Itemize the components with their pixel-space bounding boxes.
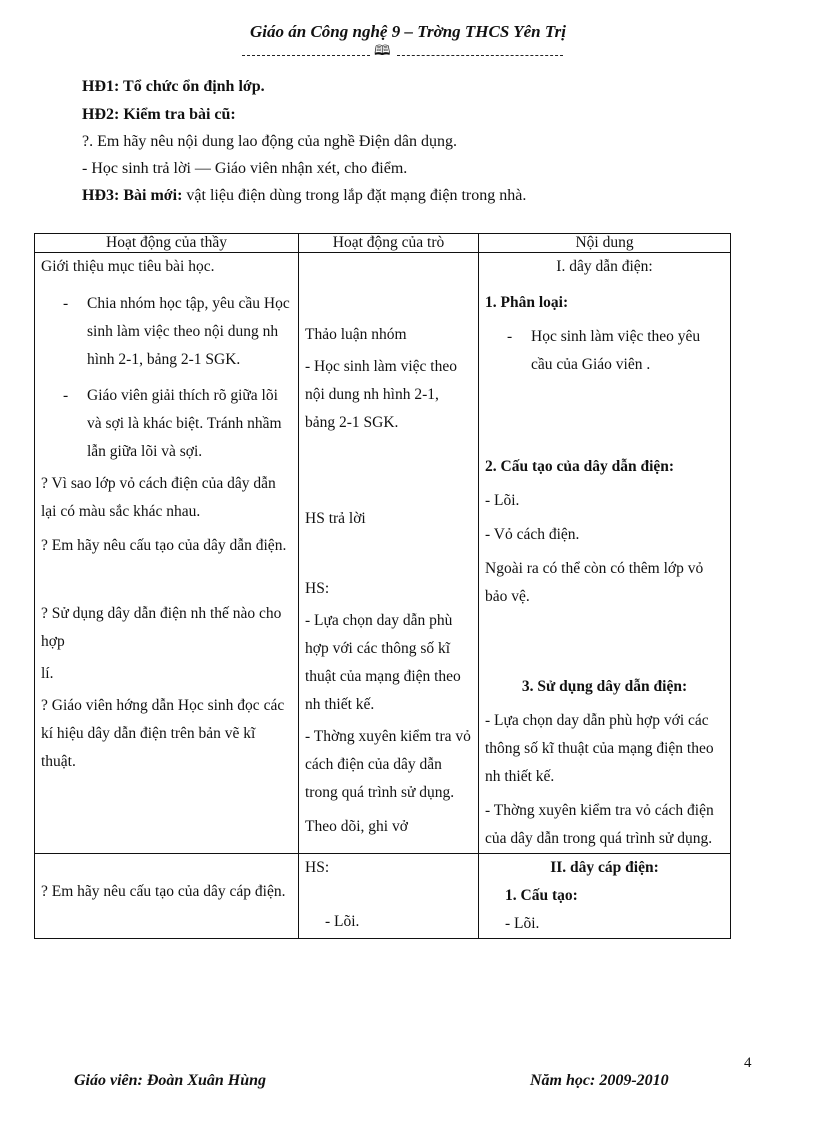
content-structure-extra: Ngoài ra có thể còn có thêm lớp vỏ bảo vệ.	[485, 560, 704, 605]
student-activity-1: Thảo luận nhóm	[305, 326, 407, 343]
content-structure-core: - Lõi.	[485, 492, 520, 509]
hd1-heading: HĐ1: Tổ chức ổn định lớp.	[82, 78, 265, 95]
hd3-line	[82, 187, 526, 205]
content-structure-heading: 2. Cấu tạo của dây dẫn điện:	[485, 458, 675, 475]
col-header-content: Nội dung	[479, 234, 731, 253]
teacher-list	[41, 290, 292, 466]
student-answer: HS trả lời	[305, 510, 366, 527]
content-usage-heading: 3. Sử dụng dây dẫn điện:	[521, 678, 688, 695]
student-activity-4: - Thờng xuyên kiểm tra vỏ cách điện của dây dẫn trong quá trình sử dụng.	[305, 728, 471, 801]
content-usage-1: - Lựa chọn day dẫn phù hợp với các thông số kĩ thuật của mạng điện theo nh thiết kế.	[485, 712, 714, 785]
teacher-question-4: ? Giáo viên hớng dẫn Học sinh đọc các kí hiệu dây dẫn điện trên bản vẽ kĩ thuật.	[41, 697, 285, 770]
lesson-table	[34, 233, 731, 939]
book-icon: 🕮	[374, 44, 391, 59]
col-header-teacher: Hoạt động của thầy	[35, 234, 299, 253]
student-activity-3: - Lựa chọn day dẫn phù hợp với các thông số kĩ thuật của mạng điện theo nh thiết kế.	[305, 612, 461, 713]
content-bullet-1: - Học sinh làm việc theo yêu cầu của Giáo viên .	[485, 323, 724, 379]
hd3-label: HĐ3: Bài mới:	[82, 187, 183, 204]
teacher-question-2: ? Em hãy nêu cấu tạo của dây dẫn điện.	[41, 537, 287, 554]
student-activity-5: Theo dõi, ghi vở	[305, 818, 408, 835]
teacher-intro: Giới thiệu mục tiêu bài học.	[41, 258, 215, 275]
content-cell-2	[479, 854, 731, 939]
student-hs-label: HS:	[305, 580, 330, 597]
header-divider-left	[242, 55, 370, 56]
teacher-bullet-2: - Giáo viên giải thích rõ giữa lõi và sợi là khác biệt. Tránh nhầm lẫn giữa lõi và sợi.	[41, 382, 292, 466]
table-header-row	[35, 234, 731, 253]
content-cell	[479, 253, 731, 854]
content-section-1: I. dây dẫn điện:	[556, 258, 653, 275]
content-section-2: II. dây cáp điện:	[550, 859, 659, 876]
table-row	[35, 854, 731, 939]
page-number: 4	[744, 1055, 752, 1071]
content-cable-structure: 1. Cấu tạo:	[505, 887, 578, 904]
teacher-cell	[35, 253, 299, 854]
footer-teacher: Giáo viên: Đoàn Xuân Hùng	[74, 1072, 267, 1089]
teacher-question-cable: ? Em hãy nêu cấu tạo của dây cáp điện.	[41, 883, 286, 900]
student-cell	[299, 253, 479, 854]
content-structure-insulation: - Vỏ cách điện.	[485, 526, 580, 543]
hd3-text: vật liệu điện dùng trong lắp đặt mạng điện trong nhà.	[182, 187, 527, 204]
teacher-cell-2	[35, 854, 299, 939]
review-answer: - Học sinh trả lời — Giáo viên nhận xét, cho điểm.	[82, 160, 408, 177]
teacher-question-3: ? Sử dụng dây dẫn điện nh thế nào cho hợp	[41, 605, 282, 650]
student-hs-label-2: HS:	[305, 859, 330, 876]
review-question: ?. Em hãy nêu nội dung lao động của nghề Điện dân dụng.	[82, 133, 458, 150]
student-core: - Lõi.	[325, 913, 360, 930]
table-row	[35, 253, 731, 854]
content-classification: 1. Phân loại:	[485, 294, 569, 311]
teacher-question-3-end: lí.	[41, 665, 54, 682]
hd2-heading: HĐ2: Kiểm tra bài cũ:	[82, 106, 236, 123]
content-list	[485, 323, 724, 379]
col-header-student: Hoạt động của trò	[299, 234, 479, 253]
student-cell-2	[299, 854, 479, 939]
header-divider-right	[397, 55, 563, 56]
student-activity-2: - Học sinh làm việc theo nội dung nh hình 2-1, bảng 2-1 SGK.	[305, 358, 457, 431]
content-usage-2: - Thờng xuyên kiểm tra vỏ cách điện của dây dẫn trong quá trình sử dụng.	[485, 802, 714, 847]
content-cable-core: - Lõi.	[505, 915, 540, 932]
teacher-bullet-1: - Chia nhóm học tập, yêu cầu Học sinh làm việc theo nội dung nh hình 2-1, bảng 2-1 SGK.	[41, 290, 292, 374]
footer-year: Năm học: 2009-2010	[530, 1072, 669, 1089]
page-header: Giáo án Công nghệ 9 – Trờng THCS Yên Trị	[250, 22, 566, 41]
teacher-question-1: ? Vì sao lớp vỏ cách điện của dây dẫn lại có màu sắc khác nhau.	[41, 475, 276, 520]
